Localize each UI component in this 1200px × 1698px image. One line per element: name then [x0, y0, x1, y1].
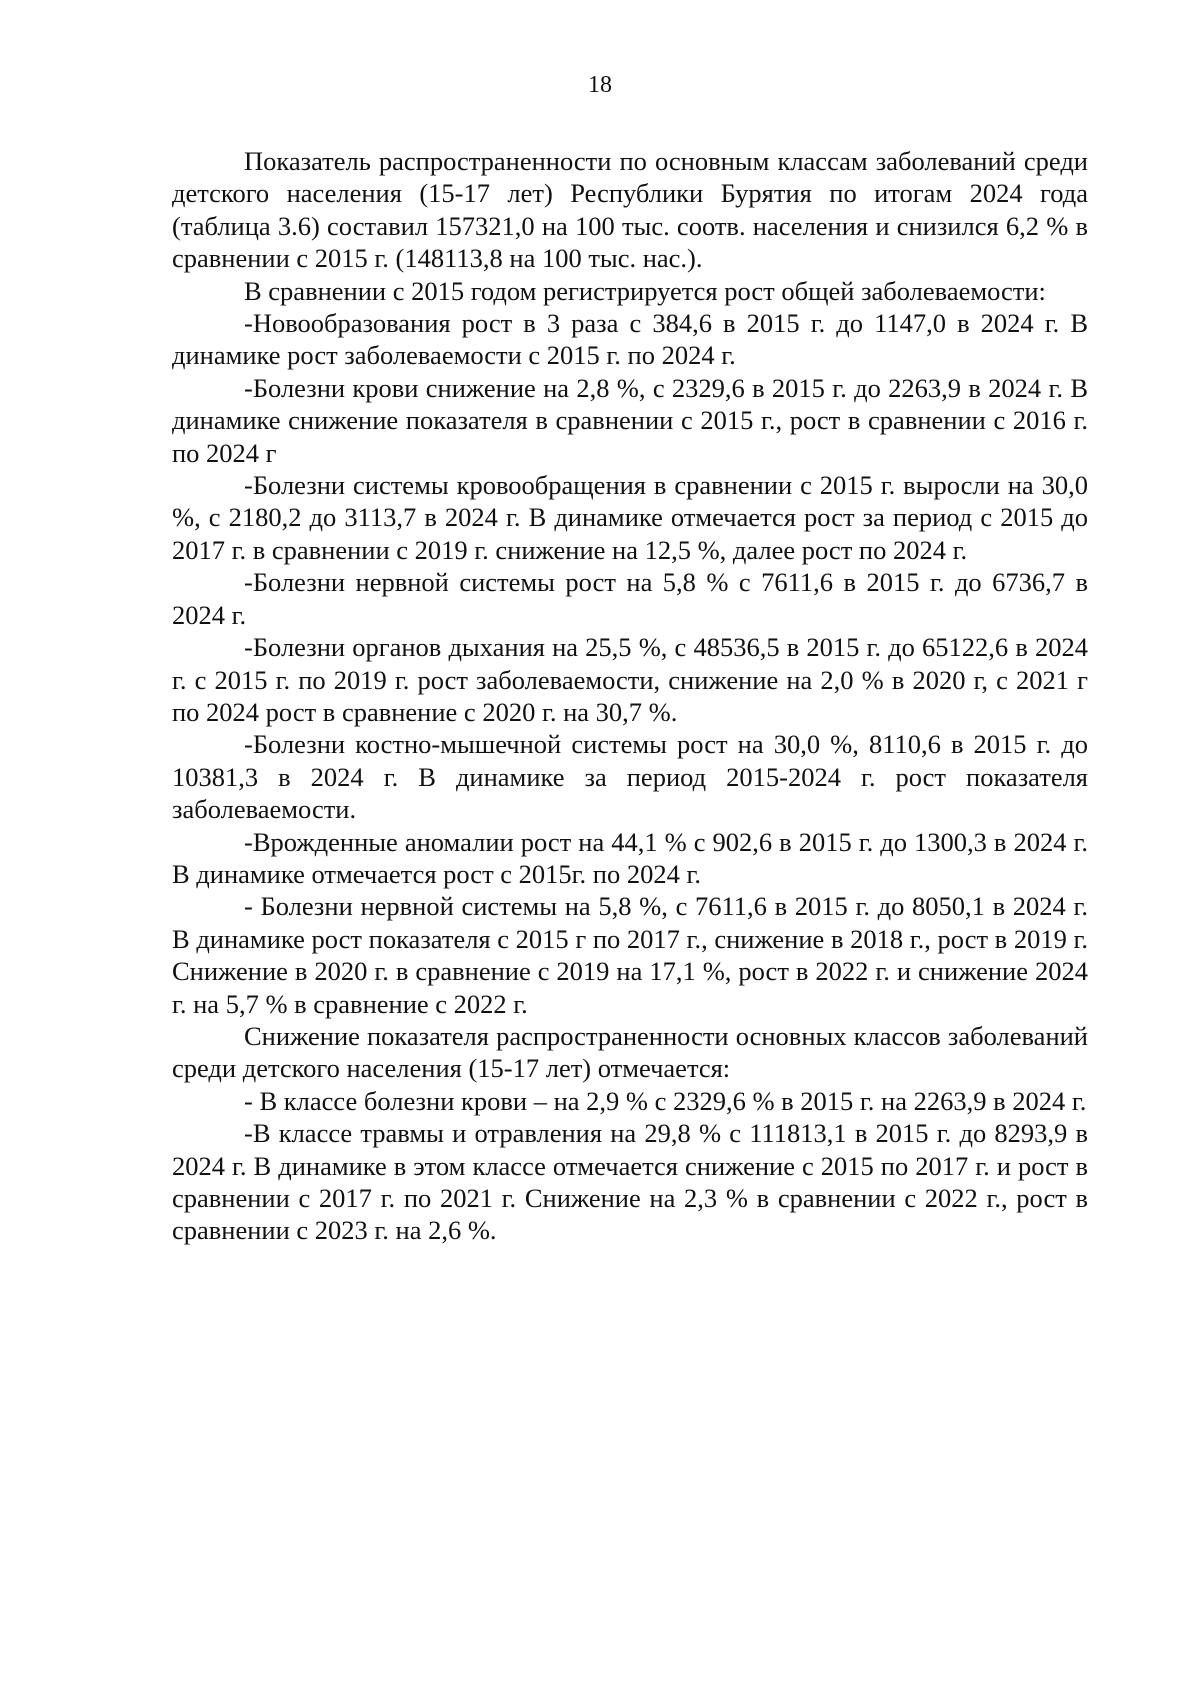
paragraph-musculoskeletal-system: -Болезни костно-мышечной системы рост на 30,0 %, 8110,6 в 2015 г. до 10381,3 в 2024 г. В динамике за период 2015-2024 г. рост показателя заболеваемости.	[172, 729, 1088, 825]
paragraph-injuries-poisonings: -В классе травмы и отравления на 29,8 % с 111813,1 в 2015 г. до 8293,9 в 2024 г. В динамике в этом классе отмечается снижение с 2015 по 2017 г. и рост в сравнении с 2017 г. по 2021 г. Снижение на 2,3 % в сравнении с 2022 г., рост в сравнении с 2023 г. на 2,6 %.	[172, 1118, 1088, 1246]
paragraph-blood-diseases: -Болезни крови снижение на 2,8 %, с 2329,6 в 2015 г. до 2263,9 в 2024 г. В динамике снижение показателя в сравнении с 2015 г., рост в сравнении с 2016 г. по 2024 г	[172, 372, 1088, 468]
paragraph-nervous-system-dynamics: - Болезни нервной системы на 5,8 %, с 7611,6 в 2015 г. до 8050,1 в 2024 г. В динамике рост показателя с 2015 г по 2017 г., снижение в 2018 г., рост в 2019 г. Снижение в 2020 г. в сравнение с 2019 на 17,1 %, рост в 2022 г. и снижение 2024 г. на 5,7 % в сравнение с 2022 г.	[172, 891, 1088, 1019]
paragraph-prevalence-summary: Показатель распространенности по основным классам заболеваний среди детского населения (15-17 лет) Республики Бурятия по итогам 2024 года (таблица 3.6) составил 157321,0 на 100 тыс. соотв. населения и снизился 6,2 % в сравнении с 2015 г. (148113,8 на 100 тыс. нас.).	[172, 146, 1088, 274]
paragraph-growth-intro: В сравнении с 2015 годом регистрируется рост общей заболеваемости:	[244, 275, 1046, 306]
page-number: 18	[588, 72, 612, 98]
paragraph-decline-intro: Снижение показателя распространенности основных классов заболеваний среди детского населения (15-17 лет) отмечается:	[172, 1020, 1088, 1084]
paragraph-respiratory-organs: -Болезни органов дыхания на 25,5 %, с 48536,5 в 2015 г. до 65122,6 в 2024 г. с 2015 г. по 2019 г. рост заболеваемости, снижение на 2,0 % в 2020 г, с 2021 г по 2024 рост в сравнение с 2020 г. на 30,7 %.	[172, 632, 1088, 727]
paragraph-circulatory-system: -Болезни системы кровообращения в сравнении с 2015 г. выросли на 30,0 %, с 2180,2 до 3113,7 в 2024 г. В динамике отмечается рост за период с 2015 до 2017 г. в сравнении с 2019 г. снижение на 12,5 %, далее рост по 2024 г.	[172, 470, 1088, 565]
paragraph-congenital-anomalies: -Врожденные аномалии рост на 44,1 % с 902,6 в 2015 г. до 1300,3 в 2024 г. В динамике отмечается рост с 2015г. по 2024 г.	[172, 826, 1088, 889]
paragraph-blood-diseases-decline: - В классе болезни крови – на 2,9 % с 2329,6 % в 2015 г. на 2263,9 в 2024 г.	[244, 1085, 1087, 1116]
paragraph-neoplasms: -Новообразования рост в 3 раза с 384,6 в 2015 г. до 1147,0 в 2024 г. В динамике рост заболеваемости с 2015 г. по 2024 г.	[172, 308, 1088, 371]
document-body	[172, 145, 1088, 1247]
paragraph-nervous-system: -Болезни нервной системы рост на 5,8 % с 7611,6 в 2015 г. до 6736,7 в 2024 г.	[172, 567, 1088, 630]
